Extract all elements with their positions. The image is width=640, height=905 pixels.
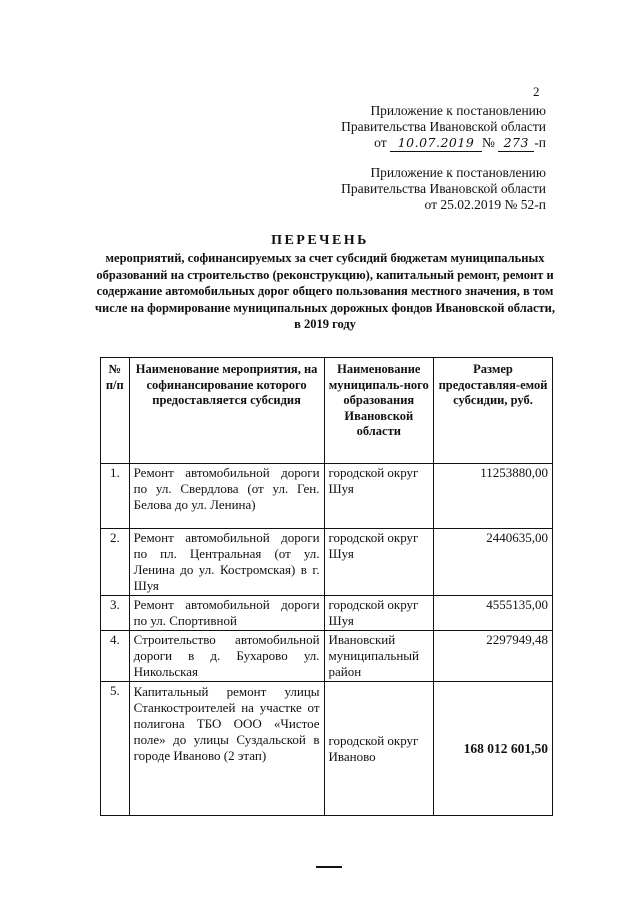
row-num: 5. <box>101 682 130 816</box>
header-municipality: Наименование муниципаль-ного образования Ивановской области <box>324 358 434 464</box>
handwritten-date: 10.07.2019 <box>390 135 482 152</box>
appendix-current-line2: Правительства Ивановской области <box>341 119 546 134</box>
row-amount: 2440635,00 <box>434 529 553 596</box>
document-title: ПЕРЕЧЕНЬ <box>271 233 369 248</box>
row-name: Ремонт автомобильной дороги по ул. Свердлова (от ул. Ген. Белова до ул. Ленина) <box>129 464 324 529</box>
subsidies-table <box>100 357 553 816</box>
row-municipality: городской округ Иваново <box>324 682 434 816</box>
row-name: Строительство автомобильной дороги в д. Бухарово ул. Никольская <box>129 631 324 682</box>
row-name: Капитальный ремонт улицы Станкостроителей на участке от полигона ТБО ООО «Чистое поле» до улицы Суздальской в городе Иваново (2 этап) <box>129 682 324 816</box>
row-municipality: городской округ Шуя <box>324 596 434 631</box>
row-amount: 168 012 601,50 <box>434 682 553 816</box>
row-municipality: городской округ Шуя <box>324 464 434 529</box>
header-name: Наименование мероприятия, на софинансирование которого предоставляется субсидия <box>129 358 324 464</box>
appendix-previous-line1: Приложение к постановлению <box>370 165 546 180</box>
table-row <box>101 529 553 596</box>
table-row <box>101 596 553 631</box>
page-number: 2 <box>533 84 540 99</box>
number-suffix: -п <box>534 135 546 150</box>
table-row <box>101 682 553 816</box>
number-sign: № <box>482 135 495 150</box>
document-subtitle: мероприятий, софинансируемых за счет субсидий бюджетам муниципальных образований на строительство (реконструкцию), капитальный ремонт, ремонт и содержание автомобильных дорог общего пользования местного значения, в том числе на формирование муниципальных дорожных фондов Ивановской области, в 2019 году <box>95 251 556 331</box>
row-amount: 2297949,48 <box>434 631 553 682</box>
table-row <box>101 464 553 529</box>
appendix-current-line1: Приложение к постановлению <box>370 103 546 118</box>
row-municipality: городской округ Шуя <box>324 529 434 596</box>
row-amount: 11253880,00 <box>434 464 553 529</box>
row-num: 2. <box>101 529 130 596</box>
header-amount: Размер предоставляя-емой субсидии, руб. <box>434 358 553 464</box>
row-num: 4. <box>101 631 130 682</box>
row-amount: 4555135,00 <box>434 596 553 631</box>
row-name: Ремонт автомобильной дороги по ул. Спортивной <box>129 596 324 631</box>
appendix-previous-line2: Правительства Ивановской области <box>341 181 546 196</box>
row-name: Ремонт автомобильной дороги по пл. Центральная (от ул. Ленина до ул. Костромская) в г. Шуя <box>129 529 324 596</box>
appendix-previous <box>341 165 546 213</box>
row-municipality: Ивановский муниципальный район <box>324 631 434 682</box>
appendix-current <box>341 103 546 152</box>
row-num: 1. <box>101 464 130 529</box>
footer-dash <box>316 866 342 868</box>
header-num: № п/п <box>101 358 130 464</box>
appendix-previous-line3: от 25.02.2019 № 52-п <box>424 197 546 212</box>
table-header-row <box>101 358 553 464</box>
handwritten-number: 273 <box>498 135 534 152</box>
appendix-current-prefix: от <box>374 135 387 150</box>
table-row <box>101 631 553 682</box>
row-num: 3. <box>101 596 130 631</box>
appendix-current-line3 <box>341 135 546 152</box>
